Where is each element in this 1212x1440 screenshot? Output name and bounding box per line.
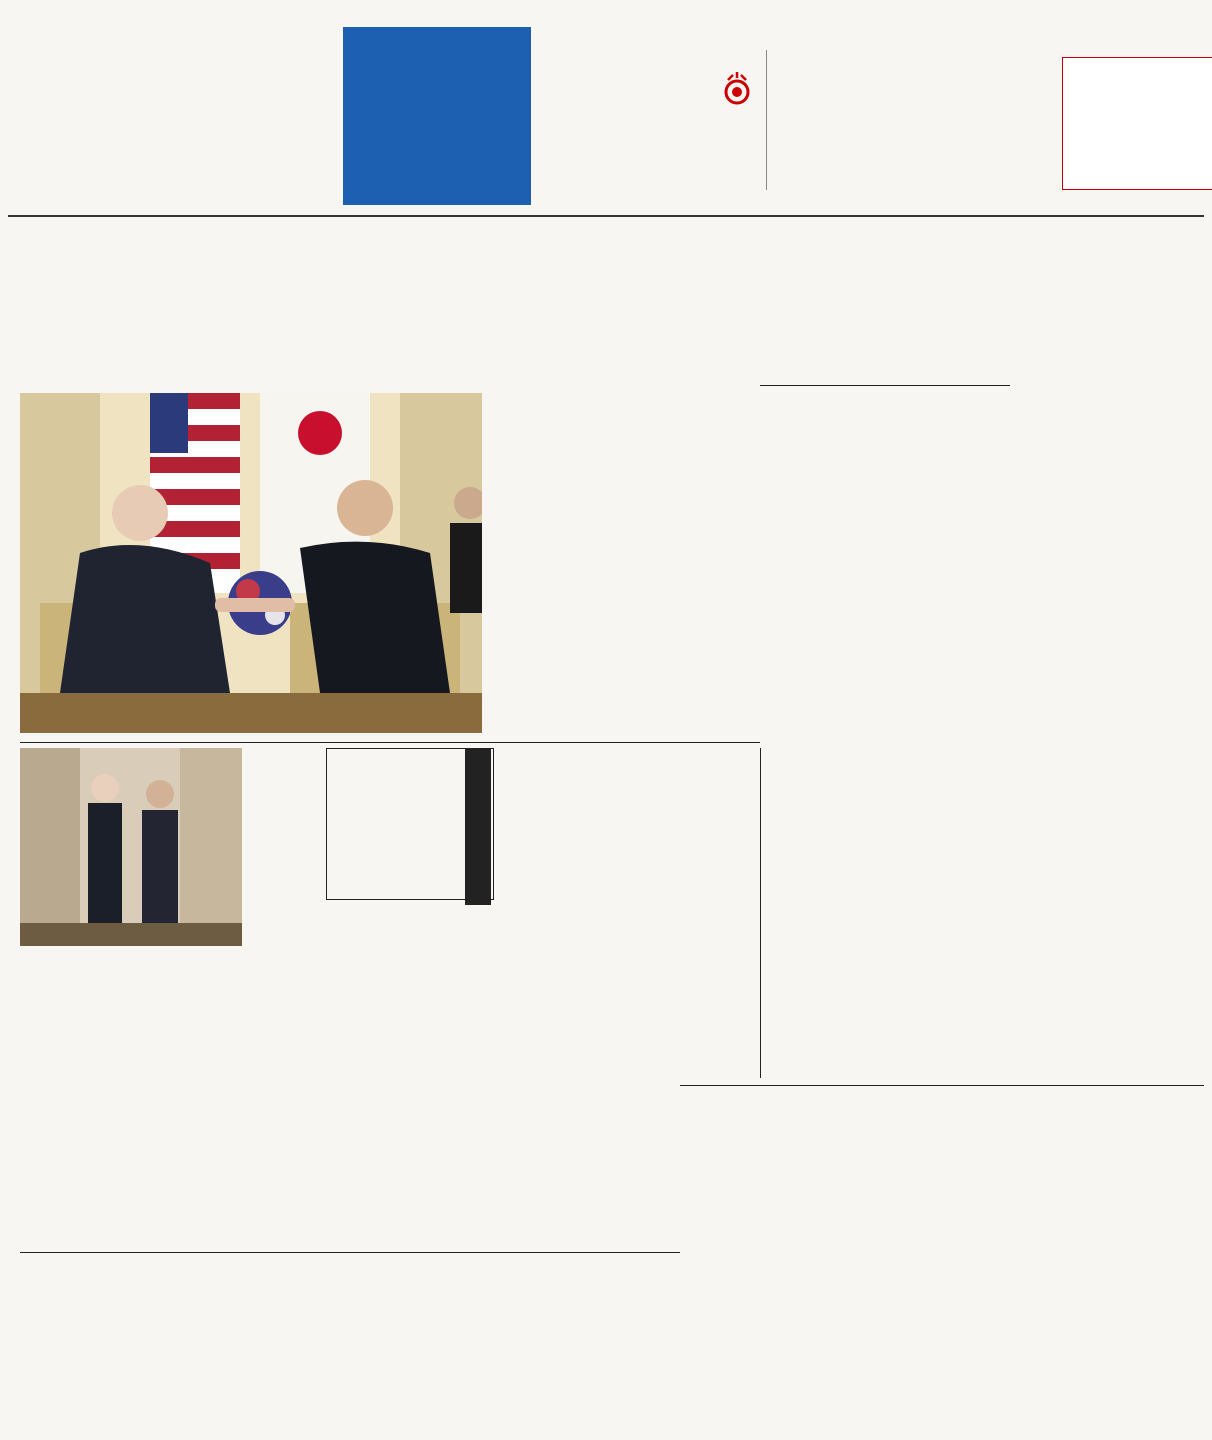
index-box (326, 748, 494, 900)
summit-handshake-photo (20, 393, 482, 733)
mid-article (500, 748, 756, 908)
china-article (680, 1290, 950, 1430)
joint-statement-points (760, 748, 1003, 1078)
g7-article-1 (490, 398, 698, 738)
rakuten-pay-ad[interactable] (1062, 57, 1212, 190)
cnn-article (1030, 1290, 1190, 1430)
sankei-logo (343, 27, 531, 205)
emperor-photo (20, 748, 242, 946)
sankei-mark-icon (720, 72, 754, 106)
lower-article-a (680, 1092, 1180, 1282)
lead-article (760, 440, 1005, 740)
poem-block (12, 42, 240, 192)
realism-article (320, 920, 550, 1240)
lower-article-d (20, 1260, 550, 1430)
index-title (465, 749, 491, 905)
emperor-article (20, 1000, 320, 1240)
photo1-caption (20, 238, 120, 388)
